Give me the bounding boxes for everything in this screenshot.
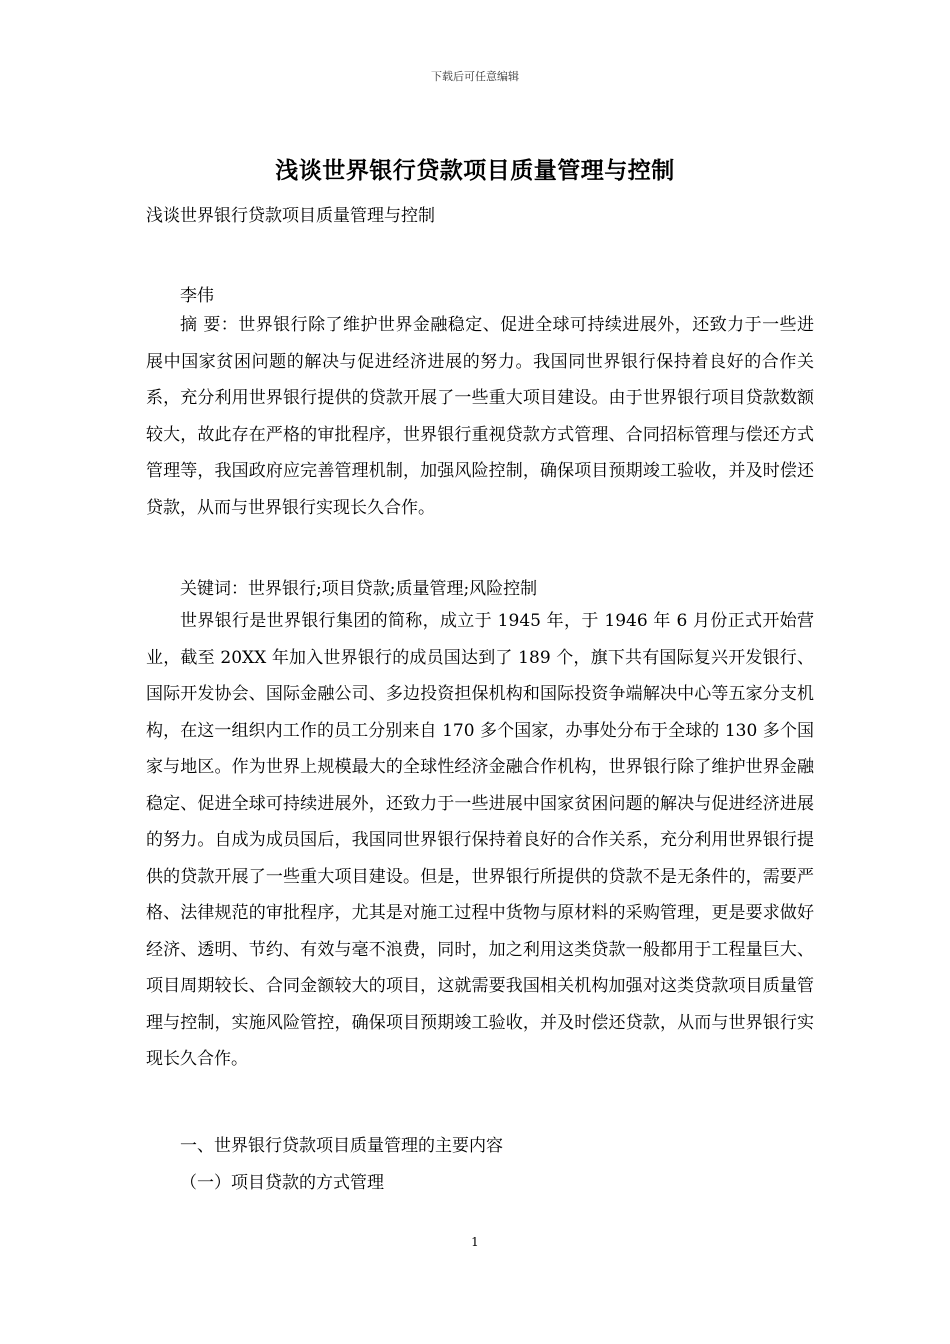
section-heading-2-block	[146, 1165, 814, 1201]
page-number: 1	[471, 1235, 479, 1249]
page-header-note: 下载后可任意编辑	[431, 70, 519, 83]
document-title: 浅谈世界银行贷款项目质量管理与控制	[275, 157, 675, 184]
document-subtitle: 浅谈世界银行贷款项目质量管理与控制	[146, 206, 435, 226]
abstract-section	[146, 307, 814, 526]
keywords-line: 关键词：世界银行;项目贷款;质量管理;风险控制	[180, 579, 538, 599]
author-name: 李伟	[180, 286, 214, 306]
section-heading-1-block	[146, 1128, 814, 1164]
section-heading-2: （一）项目贷款的方式管理	[180, 1173, 384, 1193]
body-section	[146, 603, 814, 1078]
abstract-paragraph: 摘 要：世界银行除了维护世界金融稳定、促进全球可持续进展外，还致力于一些进展中国家贫困问题的解决与促进经济进展的努力。我国同世界银行保持着良好的合作关系，充分利用世界银行提供的贷款开展了一些重大项目建设。由于世界银行项目贷款数额较大，故此存在严格的审批程序，世界银行重视贷款方式管理、合同招标管理与偿还方式管理等，我国政府应完善管理机制，加强风险控制，确保项目预期竣工验收，并及时偿还贷款，从而与世界银行实现长久合作。	[146, 315, 814, 518]
keywords-section	[146, 571, 814, 607]
body-paragraph: 世界银行是世界银行集团的简称，成立于 1945 年，于 1946 年 6 月份正式开始营业，截至 20XX 年加入世界银行的成员国达到了 189 个，旗下共有国际复兴开发银行、国际开发协会、国际金融公司、多边投资担保机构和国际投资争端解决中心等五家分支机构，在这一组织内工作的员工分别来自 170 多个国家，办事处分布于全球的 130 多个国家与地区。作为世界上规模最大的全球性经济金融合作机构，世界银行除了维护世界金融稳定、促进全球可持续进展外，还致力于一些进展中国家贫困问题的解决与促进经济进展的努力。自成为成员国后，我国同世界银行保持着良好的合作关系，充分利用世界银行提供的贷款开展了一些重大项目建设。但是，世界银行所提供的贷款不是无条件的，需要严格、法律规范的审批程序，尤其是对施工过程中货物与原材料的采购管理，更是要求做好经济、透明、节约、有效与毫不浪费，同时，加之利用这类贷款一般都用于工程量巨大、项目周期较长、合同金额较大的项目，这就需要我国相关机构加强对这类贷款项目质量管理与控制，实施风险管控，确保项目预期竣工验收，并及时偿还贷款，从而与世界银行实现长久合作。	[146, 611, 814, 1069]
section-heading-1: 一、世界银行贷款项目质量管理的主要内容	[180, 1136, 503, 1156]
